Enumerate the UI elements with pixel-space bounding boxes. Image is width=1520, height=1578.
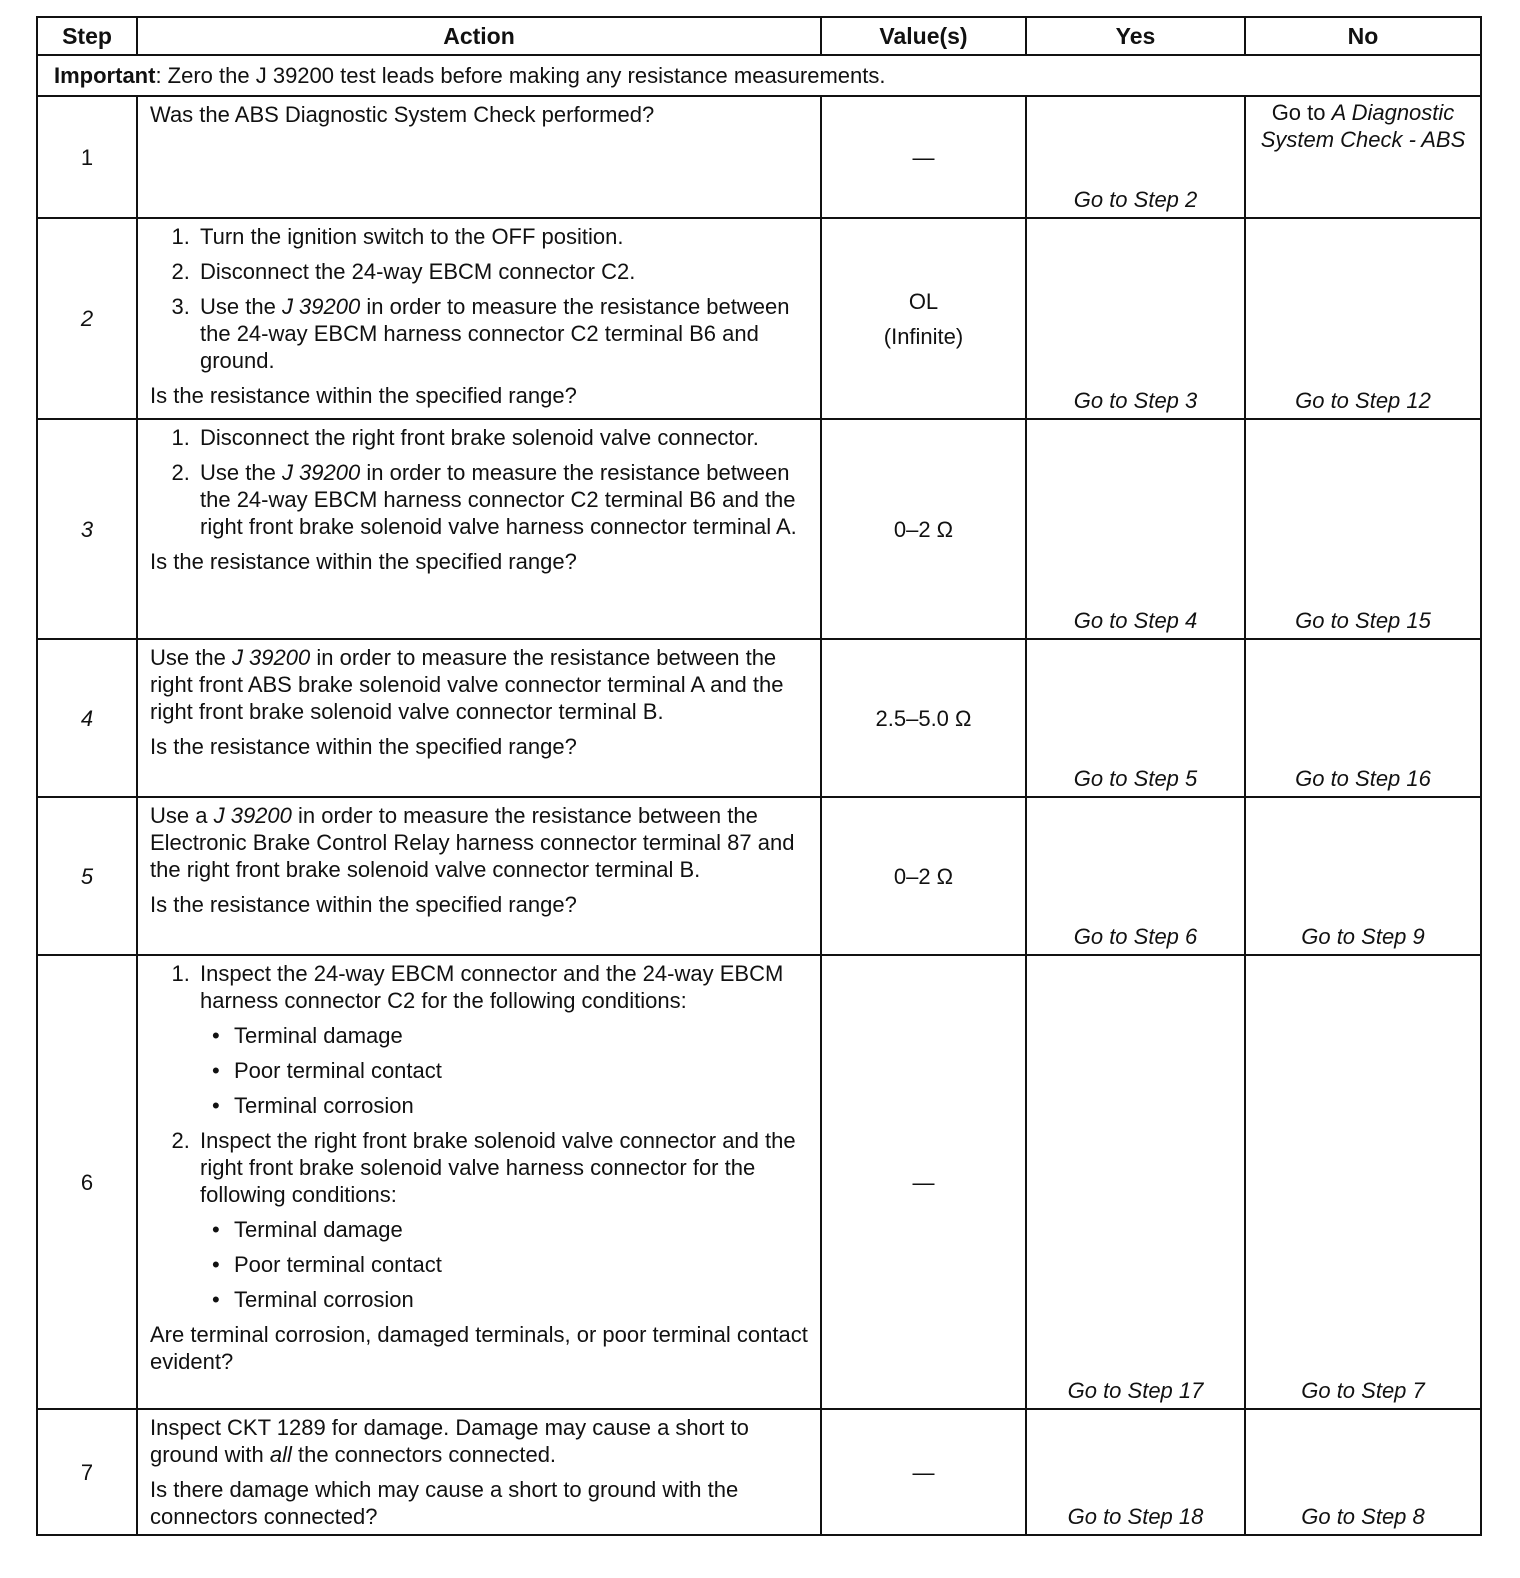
text-part: in order to measure the resistance between the right front ABS brake solenoid valve connector terminal A and the right front brake solenoid valve connector terminal B. — [150, 645, 784, 724]
action-steps — [150, 424, 812, 540]
action-question: Is the resistance within the specified range? — [150, 734, 577, 759]
action-question: Is the resistance within the specified range? — [150, 892, 577, 917]
tool-ref: J 39200 — [213, 803, 292, 828]
action-step: 1. Disconnect the right front brake solenoid valve connector. — [196, 424, 812, 451]
text-part: Use the — [150, 645, 232, 670]
table-row — [37, 955, 1481, 1409]
condition-list — [200, 1216, 812, 1313]
condition-list — [200, 1022, 812, 1119]
step-number: 4 — [37, 639, 137, 797]
header-yes: Yes — [1026, 17, 1245, 55]
header-step: Step — [37, 17, 137, 55]
action-question: Is the resistance within the specified range? — [150, 383, 577, 408]
diagnostic-table — [36, 16, 1482, 1536]
no-cell: Go to Step 7 — [1245, 955, 1481, 1409]
step-number: 7 — [37, 1409, 137, 1535]
action-step — [196, 459, 812, 540]
no-italic: A Diagnostic System Check - ABS — [1260, 100, 1466, 152]
table-row — [37, 419, 1481, 639]
action-cell — [137, 1409, 821, 1535]
value-cell: 2.5–5.0 Ω — [821, 639, 1026, 797]
no-cell: Go to Step 15 — [1245, 419, 1481, 639]
table-row — [37, 639, 1481, 797]
no-cell — [1245, 96, 1481, 218]
table-row — [37, 96, 1481, 218]
table-row — [37, 218, 1481, 419]
value-line: OL — [908, 288, 939, 314]
emphasis: all — [269, 1442, 292, 1467]
list-item: • Poor terminal contact — [234, 1251, 812, 1278]
text-part: Use the — [200, 460, 282, 485]
yes-cell: Go to Step 6 — [1026, 797, 1245, 955]
text-part: in order to measure the resistance between the 24-way EBCM harness connector C2 terminal B6 and ground. — [200, 294, 790, 373]
text-part: Inspect CKT 1289 for damage. Damage may cause a short to ground with — [150, 1415, 749, 1467]
yes-cell: Go to Step 2 — [1026, 96, 1245, 218]
step-number: 5 — [37, 797, 137, 955]
yes-cell: Go to Step 18 — [1026, 1409, 1245, 1535]
tool-ref: J 39200 — [281, 460, 361, 485]
step-number: 3 — [37, 419, 137, 639]
list-item: • Terminal corrosion — [234, 1092, 812, 1119]
value-cell: — — [821, 1409, 1026, 1535]
important-row — [37, 55, 1481, 96]
action-text — [150, 644, 812, 725]
text-part: Use the — [200, 294, 282, 319]
list-item: • Terminal damage — [234, 1022, 812, 1049]
important-text: : Zero the J 39200 test leads before making any resistance measurements. — [155, 63, 886, 88]
important-label: Important — [54, 63, 156, 88]
yes-cell: Go to Step 5 — [1026, 639, 1245, 797]
tool-ref: J 39200 — [231, 645, 311, 670]
action-cell — [137, 955, 821, 1409]
text-part: in order to measure the resistance between the Electronic Brake Control Relay harness connector terminal 87 and the right front brake solenoid valve connector terminal B. — [150, 803, 795, 882]
action-text — [150, 802, 812, 883]
header-no: No — [1245, 17, 1481, 55]
step-number: 6 — [37, 955, 137, 1409]
action-step — [196, 960, 812, 1119]
text-part: in order to measure the resistance between the 24-way EBCM harness connector C2 terminal B6 and the right front brake solenoid valve harness connector terminal A. — [200, 460, 797, 539]
value-cell: 0–2 Ω — [821, 419, 1026, 639]
action-steps — [150, 223, 812, 374]
table-row — [37, 1409, 1481, 1535]
step-number: 2 — [37, 218, 137, 419]
yes-cell: Go to Step 17 — [1026, 955, 1245, 1409]
yes-cell: Go to Step 4 — [1026, 419, 1245, 639]
important-note — [37, 55, 1481, 96]
action-cell — [137, 639, 821, 797]
no-cell: Go to Step 12 — [1245, 218, 1481, 419]
action-text — [150, 1414, 812, 1468]
text-part: Use a — [150, 803, 214, 828]
action-step — [196, 1127, 812, 1313]
header-values: Value(s) — [821, 17, 1026, 55]
table-row — [37, 797, 1481, 955]
value-cell: — — [821, 955, 1026, 1409]
action-question: Was the ABS Diagnostic System Check performed? — [150, 102, 655, 127]
action-step: 1. Turn the ignition switch to the OFF position. — [196, 223, 812, 250]
action-cell — [137, 797, 821, 955]
list-item: • Terminal corrosion — [234, 1286, 812, 1313]
no-cell: Go to Step 16 — [1245, 639, 1481, 797]
no-cell: Go to Step 9 — [1245, 797, 1481, 955]
list-item: • Poor terminal contact — [234, 1057, 812, 1084]
yes-cell: Go to Step 3 — [1026, 218, 1245, 419]
value-cell: 0–2 Ω — [821, 797, 1026, 955]
list-item: • Terminal damage — [234, 1216, 812, 1243]
text-part: Inspect the 24-way EBCM connector and the 24-way EBCM harness connector C2 for the following conditions: — [200, 961, 784, 1013]
action-step: 2. Disconnect the 24-way EBCM connector C2. — [196, 258, 812, 285]
action-step — [196, 293, 812, 374]
action-question: Are terminal corrosion, damaged terminals, or poor terminal contact evident? — [150, 1322, 808, 1374]
step-number: 1 — [37, 96, 137, 218]
action-steps — [150, 960, 812, 1313]
header-row — [37, 17, 1481, 55]
text-part: Inspect the right front brake solenoid valve connector and the right front brake solenoid valve harness connector for the following conditions: — [200, 1128, 796, 1207]
action-cell — [137, 218, 821, 419]
tool-ref: J 39200 — [281, 294, 361, 319]
action-question: Is the resistance within the specified range? — [150, 549, 577, 574]
no-cell: Go to Step 8 — [1245, 1409, 1481, 1535]
action-question: Is there damage which may cause a short to ground with the connectors connected? — [150, 1477, 739, 1529]
value-cell — [821, 218, 1026, 419]
no-plain: Go to — [1271, 100, 1332, 125]
header-action: Action — [137, 17, 821, 55]
text-part: the connectors connected. — [291, 1442, 557, 1467]
action-cell — [137, 96, 821, 218]
action-cell — [137, 419, 821, 639]
value-line: (Infinite) — [883, 323, 964, 349]
value-cell: — — [821, 96, 1026, 218]
